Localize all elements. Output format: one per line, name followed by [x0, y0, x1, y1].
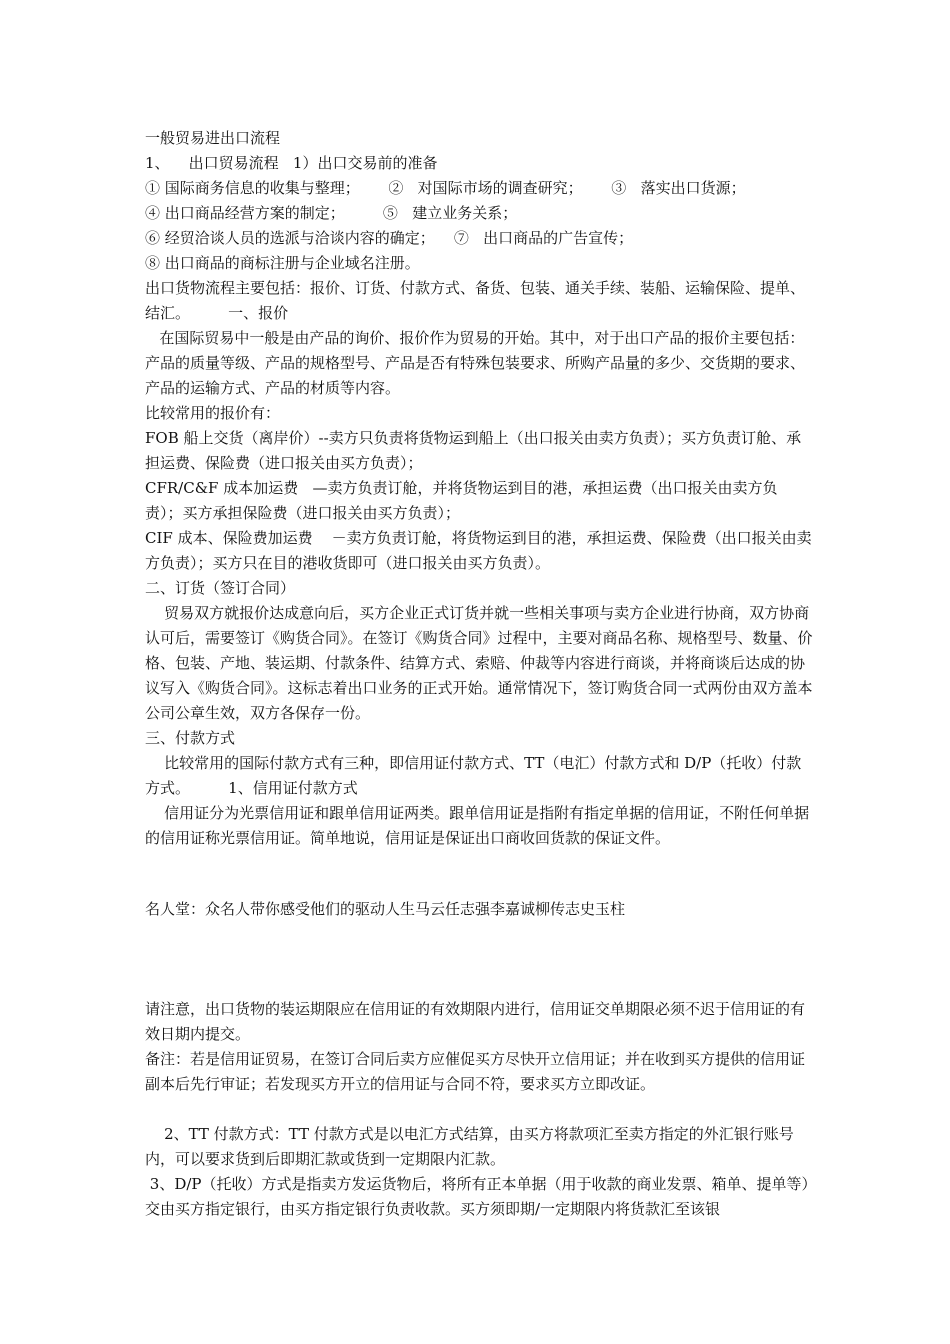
payment-methods-block: [145, 1122, 813, 1222]
tt-paragraph: 2、TT 付款方式：TT 付款方式是以电汇方式结算，由买方将款项汇至卖方指定的外汇银行账号内，可以要求货到后即期汇款或货到一定期限内汇款。: [145, 1125, 794, 1168]
payment-heading: 三、付款方式: [145, 729, 236, 747]
main-text-block: [145, 126, 813, 851]
cif-definition: CIF 成本、保险费加运费 －卖方负责订舱，将货物运到目的港，承担运费、保险费（出口报关由卖方负责）；买方只在目的港收货即可（进口报关由买方负责）。: [145, 529, 812, 572]
famous-people-block: [145, 897, 813, 922]
notice-block: [145, 997, 813, 1097]
preparation-list-line: ⑧ 出口商品的商标注册与企业域名注册。: [145, 254, 420, 272]
flow-intro-paragraph: 出口货物流程主要包括：报价、订货、付款方式、备货、包装、通关手续、装船、运输保险、提单、结汇。 一、报价: [145, 279, 806, 322]
famous-people-line: 名人堂：众名人带你感受他们的驱动人生马云任志强李嘉诚柳传志史玉柱: [145, 900, 626, 918]
preparation-list-line: ⑥ 经贸洽谈人员的选派与洽谈内容的确定； ⑦ 出口商品的广告宣传；: [145, 229, 634, 247]
notice-paragraph: 请注意，出口货物的装运期限应在信用证的有效期限内进行，信用证交单期限必须不迟于信用证的有效日期内提交。: [145, 1000, 806, 1043]
document-title: 一般贸易进出口流程: [145, 129, 281, 147]
order-heading: 二、订货（签订合同）: [145, 579, 296, 597]
order-paragraph: 贸易双方就报价达成意向后，买方企业正式订货并就一些相关事项与卖方企业进行协商，双方协商认可后，需要签订《购货合同》。在签订《购货合同》过程中，主要对商品名称、规格型号、数量、价格、包装、产地、装运期、付款条件、结算方式、索赔、仲裁等内容进行商谈，并将商谈后达成的协议写入《购货合同》。这标志着出口业务的正式开始。通常情况下，签订购货合同一式两份由双方盖本公司公章生效，双方各保存一份。: [145, 604, 813, 722]
preparation-list-line: ④ 出口商品经营方案的制定； ⑤ 建立业务关系；: [145, 204, 518, 222]
export-process-heading: 1、 出口贸易流程 1）出口交易前的准备: [145, 154, 438, 172]
quote-paragraph: 在国际贸易中一般是由产品的询价、报价作为贸易的开始。其中，对于出口产品的报价主要包括：产品的质量等级、产品的规格型号、产品是否有特殊包装要求、所购产品量的多少、交货期的要求、产品的运输方式、产品的材质等内容。: [145, 329, 806, 397]
remark-paragraph: 备注：若是信用证贸易，在签订合同后卖方应催促买方尽快开立信用证；并在收到买方提供的信用证副本后先行审证；若发现买方开立的信用证与合同不符，要求买方立即改证。: [145, 1050, 806, 1093]
fob-definition: FOB 船上交货（离岸价）--卖方只负责将货物运到船上（出口报关由卖方负责）；买方负责订舱、承担运费、保险费（进口报关由买方负责）；: [145, 429, 802, 472]
cfr-definition: CFR/C&F 成本加运费 —卖方负责订舱，并将货物运到目的港，承担运费（出口报关由卖方负责）；买方承担保险费（进口报关由买方负责）；: [145, 479, 778, 522]
preparation-list-line: ① 国际商务信息的收集与整理； ② 对国际市场的调查研究； ③ 落实出口货源；: [145, 179, 746, 197]
dp-paragraph: 3、D/P（托收）方式是指卖方发运货物后，将所有正本单据（用于收款的商业发票、箱单、提单等）交由买方指定银行，由买方指定银行负责收款。买方须即期/一定期限内将货款汇至该银: [145, 1175, 810, 1218]
common-quotes-heading: 比较常用的报价有：: [145, 404, 281, 422]
payment-paragraph: 比较常用的国际付款方式有三种，即信用证付款方式、TT（电汇）付款方式和 D/P（托收）付款方式。 1、信用证付款方式: [145, 754, 802, 797]
letter-of-credit-paragraph: 信用证分为光票信用证和跟单信用证两类。跟单信用证是指附有指定单据的信用证，不附任何单据的信用证称光票信用证。简单地说，信用证是保证出口商收回货款的保证文件。: [145, 804, 810, 847]
